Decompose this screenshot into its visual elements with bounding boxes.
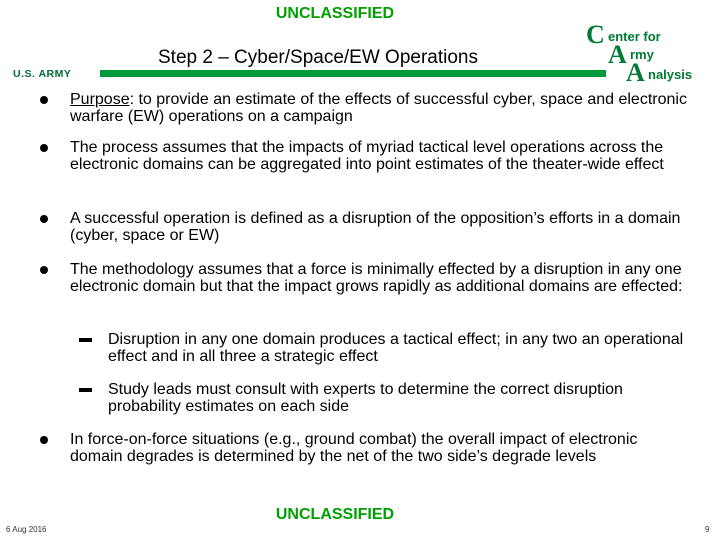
bullet-dot <box>40 215 48 223</box>
us-army-label: U.S. ARMY <box>13 68 72 80</box>
bullet-purpose <box>70 91 690 125</box>
bullet-successful-operation: A successful operation is defined as a disruption of the opposition’s efforts in a domain (cyber, space or EW) <box>70 210 681 244</box>
sub-bullet-dash <box>79 338 92 342</box>
logo-initial-a1: A <box>608 40 627 69</box>
footer-date: 6 Aug 2016 <box>6 525 47 534</box>
purpose-text: : to provide an estimate of the effects of successful cyber, space and electronic warfare (EW) operations on a campaign <box>70 91 687 125</box>
logo-text-nalysis: nalysis <box>648 67 693 82</box>
sub-bullet-dash <box>79 388 92 392</box>
center-for-army-analysis-logo <box>586 22 700 88</box>
page-number: 9 <box>705 525 710 534</box>
sub-bullet-disruption: Disruption in any one domain produces a tactical effect; in any two an operational effect and in all three a strategic effect <box>108 331 684 365</box>
bullet-dot <box>40 96 48 104</box>
title-underline-bar <box>100 70 606 77</box>
bullet-methodology: The methodology assumes that a force is minimally effected by a disruption in any one electronic domain but that the impact grows rapidly as additional domains are effected: <box>70 261 683 295</box>
bullet-force-on-force: In force-on-force situations (e.g., ground combat) the overall impact of electronic domain degrades is determined by the net of the two side’s degrade levels <box>70 431 638 465</box>
bullet-dot <box>40 266 48 274</box>
classification-banner-bottom: UNCLASSIFIED <box>275 506 395 523</box>
classification-banner-top: UNCLASSIFIED <box>275 5 395 22</box>
bullet-dot <box>40 144 48 152</box>
logo-initial-a2: A <box>626 58 645 87</box>
logo-initial-c: C <box>586 20 605 49</box>
logo-text-rmy: rmy <box>630 47 654 62</box>
bullet-process: The process assumes that the impacts of myriad tactical level operations across the electronic domains can be aggregated into point estimates of the theater-wide effect <box>70 139 664 173</box>
bullet-dot <box>40 436 48 444</box>
logo-text-enter-for: enter for <box>608 29 661 44</box>
slide-title: Step 2 – Cyber/Space/EW Operations <box>158 47 478 68</box>
sub-bullet-study-leads: Study leads must consult with experts to determine the correct disruption probability estimates on each side <box>108 381 623 415</box>
purpose-lead: Purpose <box>70 91 130 108</box>
